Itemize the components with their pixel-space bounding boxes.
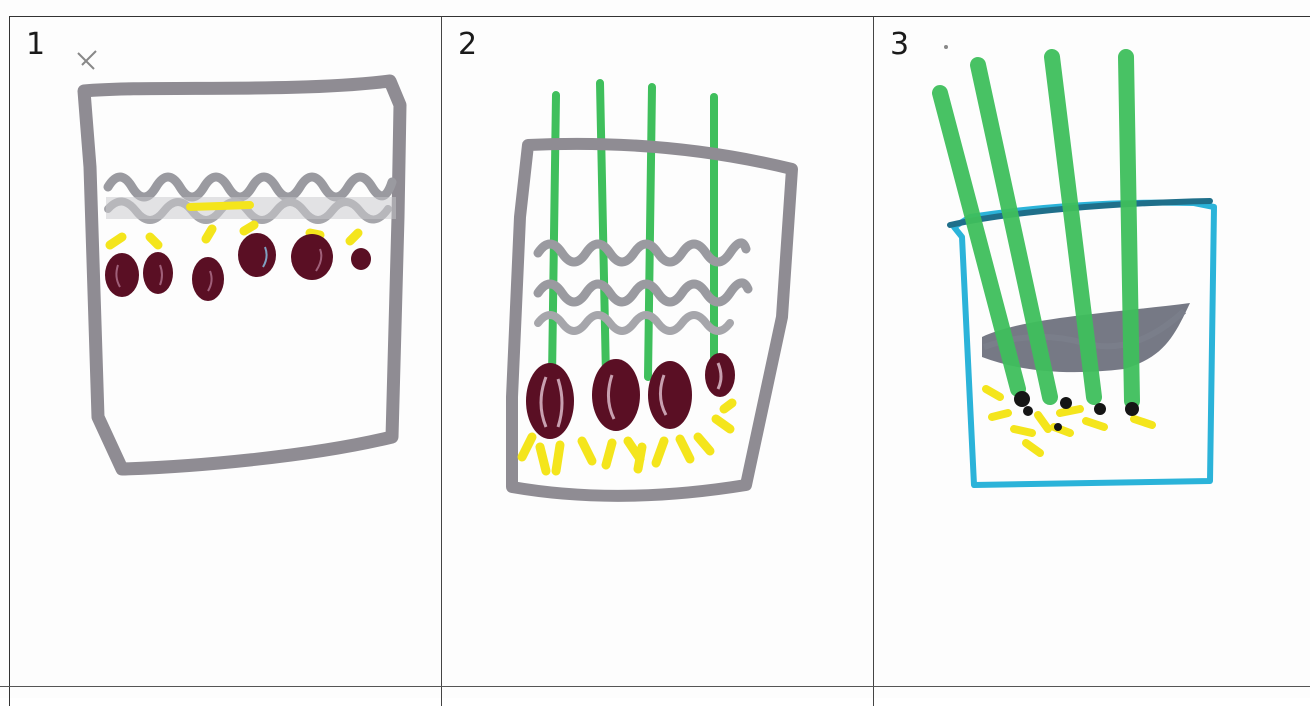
panel-3 <box>873 16 1310 706</box>
panel-number-2: 2 <box>458 27 478 62</box>
water-waves-1 <box>108 177 392 197</box>
panel-number-1: 1 <box>26 27 46 62</box>
jar-2-drawing <box>442 17 874 687</box>
panel-1 <box>9 16 441 706</box>
bottom-rule <box>0 686 1310 687</box>
jar-3-drawing <box>874 17 1310 687</box>
beans-row-1 <box>105 233 371 301</box>
panel-2 <box>441 16 873 706</box>
jar-1-drawing <box>10 17 442 687</box>
panel-number-3: 3 <box>890 27 910 62</box>
